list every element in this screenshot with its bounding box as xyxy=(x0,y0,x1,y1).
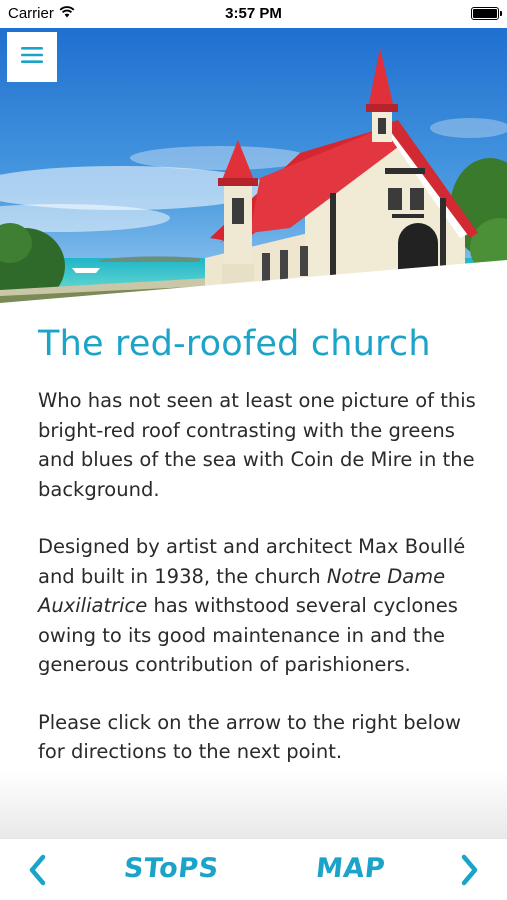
page-title: The red-roofed church xyxy=(38,324,431,364)
chevron-left-icon xyxy=(26,853,50,887)
next-button[interactable] xyxy=(457,853,481,887)
status-bar xyxy=(0,0,507,28)
chevron-right-icon xyxy=(457,853,481,887)
hero-image xyxy=(0,28,507,303)
map-button[interactable]: MAP xyxy=(314,853,387,884)
carrier-label: Carrier xyxy=(8,5,54,22)
previous-button[interactable] xyxy=(26,853,50,887)
paragraph-history-end: has withstood several cyclones owing to its good maintenance in and the generous contribution of parishioners. xyxy=(38,594,458,676)
hamburger-menu-icon xyxy=(20,45,44,69)
paragraph-directions: Please click on the arrow to the right below for directions to the next point. xyxy=(38,710,461,763)
menu-button[interactable] xyxy=(7,32,57,82)
paragraph-history xyxy=(38,532,478,680)
status-time: 3:57 PM xyxy=(225,5,282,22)
bottom-fade xyxy=(0,770,507,840)
article-content xyxy=(38,322,478,795)
paragraph-intro: Who has not seen at least one picture of this bright-red roof contrasting with the greens and blues of the sea with Coin de Mire in the background. xyxy=(38,389,476,501)
stops-button[interactable]: SToPS xyxy=(122,853,221,884)
church-name: Notre Dame Auxiliatrice xyxy=(38,564,446,617)
bottom-nav-bar xyxy=(0,838,507,900)
battery-icon xyxy=(471,7,499,20)
paragraph-history-start: Designed by artist and architect Max Boullé and built in 1938, the church xyxy=(38,535,466,588)
